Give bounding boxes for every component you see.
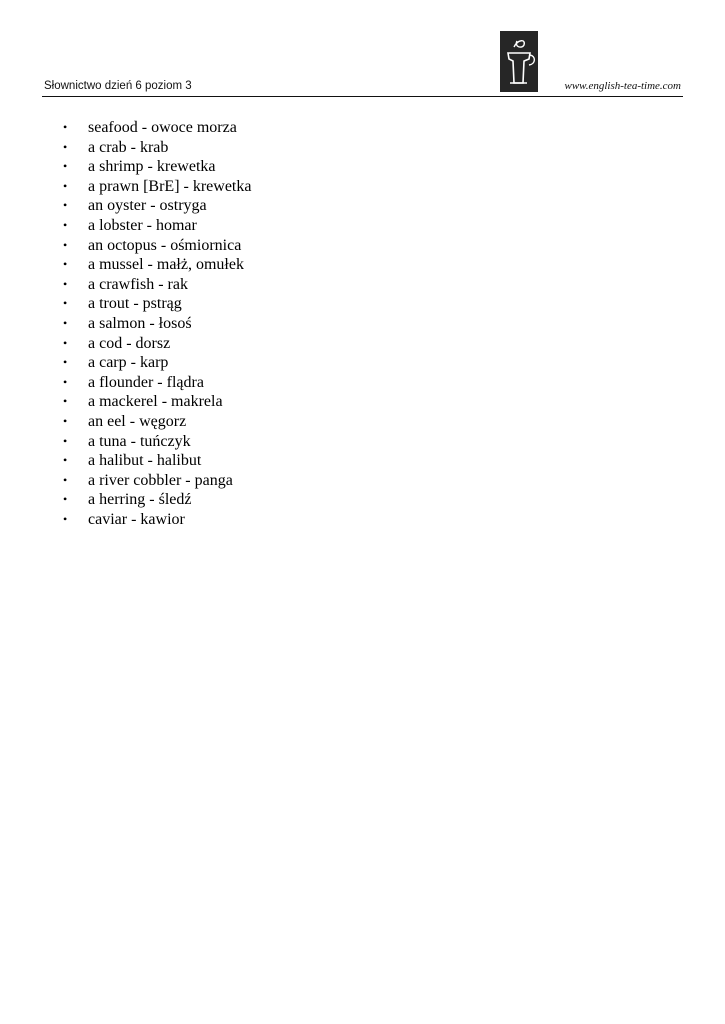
bullet-icon: •	[63, 120, 68, 134]
header-divider	[42, 96, 683, 97]
bullet-icon: •	[63, 198, 68, 213]
bullet-icon: •	[63, 511, 68, 526]
list-item	[62, 216, 251, 236]
vocabulary-entry: a prawn [BrE] - krewetka	[88, 177, 252, 195]
bullet-icon: •	[63, 257, 68, 272]
vocabulary-entry: seafood - owoce morza	[88, 119, 237, 136]
list-item	[62, 432, 251, 452]
teacup-logo-icon	[500, 31, 538, 92]
bullet-icon: •	[63, 355, 68, 370]
bullet-icon: •	[63, 374, 68, 389]
list-item	[62, 392, 251, 412]
list-item	[62, 177, 251, 197]
bullet-icon: •	[63, 492, 68, 507]
bullet-icon: •	[63, 217, 68, 232]
vocabulary-entry: a mackerel - makrela	[88, 393, 223, 411]
bullet-icon: •	[63, 413, 68, 428]
bullet-icon: •	[63, 335, 68, 350]
list-item	[62, 353, 251, 373]
bullet-icon: •	[63, 315, 68, 330]
list-item	[62, 236, 251, 256]
bullet-icon: •	[63, 276, 68, 291]
vocabulary-entry: an oyster - ostryga	[88, 197, 207, 215]
bullet-icon: •	[63, 472, 68, 487]
bullet-icon: •	[63, 453, 68, 468]
bullet-icon: •	[63, 433, 68, 448]
vocabulary-entry: caviar - kawior	[88, 510, 185, 528]
list-item	[62, 373, 251, 393]
bullet-icon: •	[63, 159, 68, 174]
vocabulary-entry: a mussel - małż, omułek	[88, 256, 244, 274]
vocabulary-entry: a lobster - homar	[88, 216, 197, 234]
list-item	[62, 255, 251, 275]
list-item	[62, 118, 251, 138]
list-item	[62, 275, 251, 295]
list-item	[62, 314, 251, 334]
vocabulary-entry: a trout - pstrąg	[88, 295, 182, 313]
vocabulary-entry: a crab - krab	[88, 138, 169, 156]
website-url: www.english-tea-time.com	[564, 80, 681, 92]
vocabulary-entry: a shrimp - krewetka	[88, 158, 216, 176]
bullet-icon: •	[63, 394, 68, 409]
vocabulary-entry: an octopus - ośmiornica	[88, 236, 242, 254]
vocabulary-entry: a flounder - flądra	[88, 373, 204, 391]
vocabulary-entry: a carp - karp	[88, 354, 169, 372]
bullet-icon: •	[63, 178, 68, 193]
vocabulary-entry: a cod - dorsz	[88, 334, 171, 352]
vocabulary-entry: a herring - śledź	[88, 491, 192, 509]
list-item	[62, 334, 251, 354]
bullet-icon: •	[63, 139, 68, 154]
list-item	[62, 510, 251, 530]
list-item	[62, 490, 251, 510]
document-header-title: Słownictwo dzień 6 poziom 3	[44, 80, 192, 92]
vocabulary-entry: a river cobbler - panga	[88, 471, 233, 489]
vocabulary-list	[62, 118, 251, 529]
vocabulary-entry: an eel - węgorz	[88, 412, 187, 430]
list-item	[62, 157, 251, 177]
vocabulary-entry: a crawfish - rak	[88, 275, 188, 293]
list-item	[62, 471, 251, 491]
list-item	[62, 138, 251, 158]
list-item	[62, 412, 251, 432]
vocabulary-entry: a tuna - tuńczyk	[88, 432, 191, 450]
list-item	[62, 196, 251, 216]
bullet-icon: •	[63, 237, 68, 252]
vocabulary-entry: a halibut - halibut	[88, 452, 202, 470]
list-item	[62, 294, 251, 314]
vocabulary-entry: a salmon - łosoś	[88, 314, 192, 332]
list-item	[62, 451, 251, 471]
bullet-icon: •	[63, 296, 68, 311]
